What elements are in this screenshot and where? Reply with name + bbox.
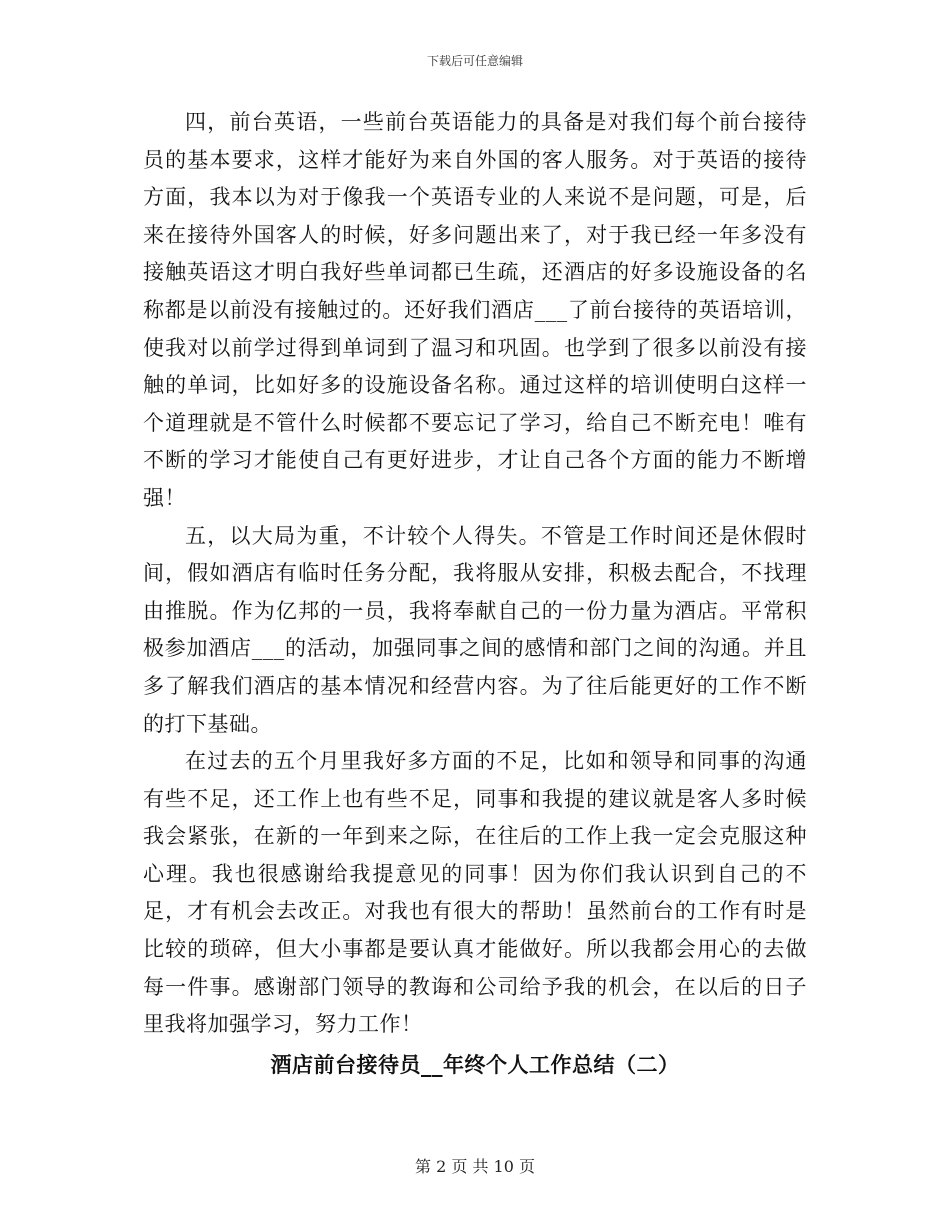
page-header-note: 下载后可任意编辑 — [426, 54, 523, 68]
section-title: 酒店前台接待员__年终个人工作总结（二） — [270, 1051, 680, 1077]
document-body — [143, 104, 807, 1083]
paragraph-front-desk-english: 四，前台英语，一些前台英语能力的具备是对我们每个前台接待员的基本要求，这样才能好为来自外国的客人服务。对于英语的接待方面，我本以为对于像我一个英语专业的人来说不是问题，可是，后来在接待外国客人的时候，好多问题出来了，对于我已经一年多没有接触英语这才明白我好些单词都已生疏，还酒店的好多设施设备的名称都是以前没有接触过的。还好我们酒店___了前台接待的英语培训，使我对以前学过得到单词到了温习和巩固。也学到了很多以前没有接触的单词，比如好多的设施设备名称。通过这样的培训使明白这样一个道理就是不管什么时候都不要忘记了学习，给自己不断充电！唯有不断的学习才能使自己有更好进步，才让自己各个方面的能力不断增强！ — [143, 110, 807, 510]
page-number-footer: 第 2 页 共 10 页 — [415, 1157, 535, 1176]
paragraph-shortcomings: 在过去的五个月里我好多方面的不足，比如和领导和同事的沟通有些不足，还工作上也有些不足，同事和我提的建议就是客人多时候我会紧张，在新的一年到来之际，在往后的工作上我一定会克服这种心理。我也很感谢给我提意见的同事！因为你们我认识到自己的不足，才有机会去改正。对我也有很大的帮助！虽然前台的工作有时是比较的琐碎，但大小事都是要认真才能做好。所以我都会用心的去做每一件事。感谢部门领导的教诲和公司给予我的机会，在以后的日子里我将加强学习，努力工作！ — [143, 749, 807, 1037]
paragraph-overall-situation: 五，以大局为重，不计较个人得失。不管是工作时间还是休假时间，假如酒店有临时任务分配，我将服从安排，积极去配合，不找理由推脱。作为亿邦的一员，我将奉献自己的一份力量为酒店。平常积极参加酒店___的活动，加强同事之间的感情和部门之间的沟通。并且多了解我们酒店的基本情况和经营内容。为了往后能更好的工作不断的打下基础。 — [143, 523, 807, 736]
